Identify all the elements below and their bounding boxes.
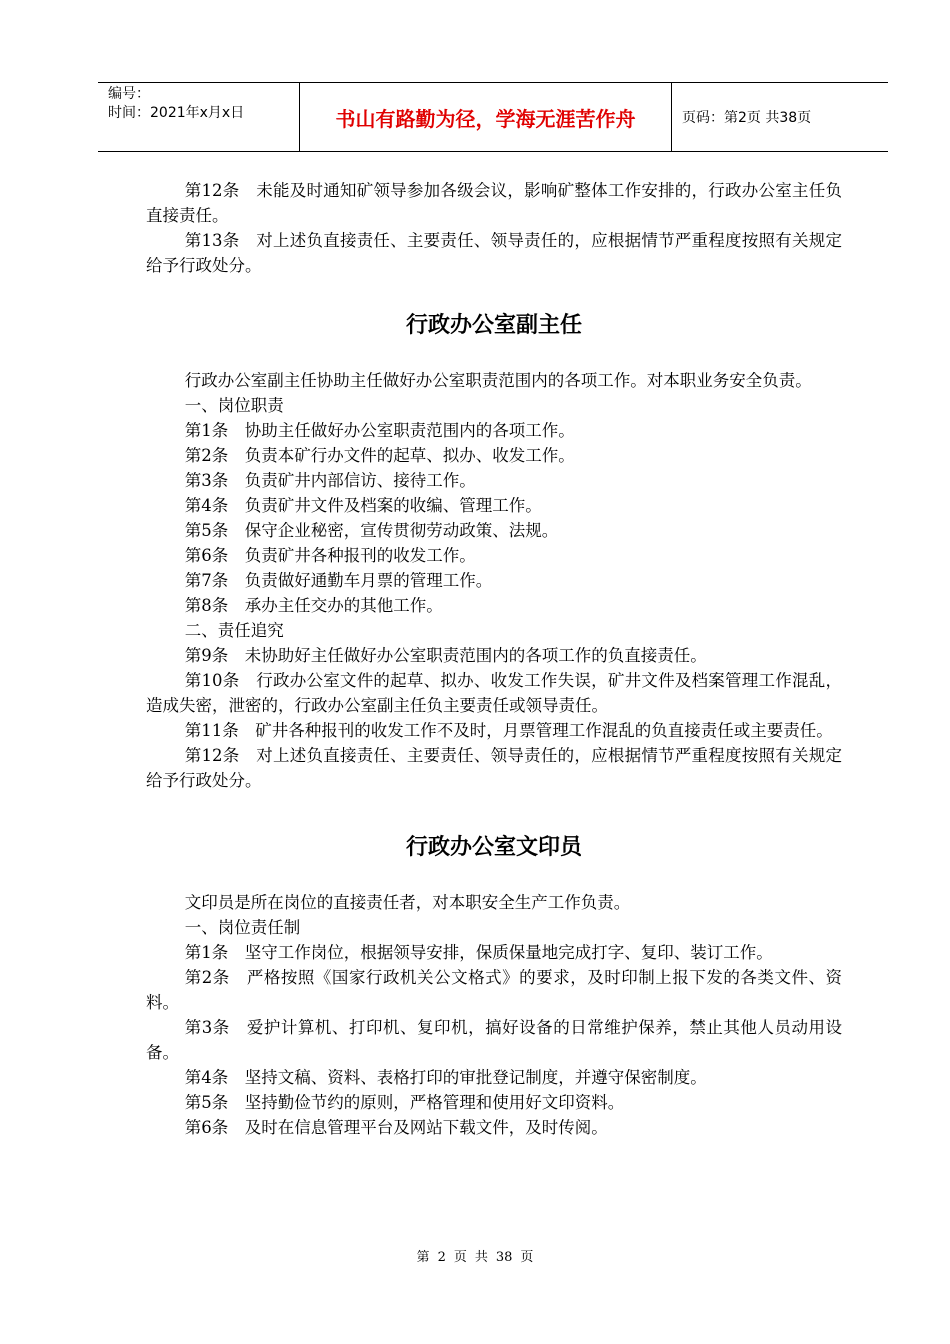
paragraph: 第6条 负责矿井各种报刊的收发工作。 <box>184 546 476 565</box>
header-motto: 书山有路勤为径，学海无涯苦作舟 <box>335 106 636 131</box>
section-title-typist: 行政办公室文印员 <box>405 835 582 860</box>
paragraph: 第2条 严格按照《国家行政机关公文格式》的要求，及时印制上报下发的各类文件、资料。 <box>146 968 842 1012</box>
paragraph: 第12条 对上述负直接责任、主要责任、领导责任的，应根据情节严重程度按照有关规定给予行政处分。 <box>146 746 842 790</box>
paragraph: 第5条 坚持勤俭节约的原则，严格管理和使用好文印资料。 <box>184 1093 625 1112</box>
footer-ye: 页 <box>453 1250 467 1265</box>
section-typist-body <box>146 890 842 1140</box>
paragraph: 第6条 及时在信息管理平台及网站下载文件，及时传阅。 <box>184 1118 608 1137</box>
paragraph: 第4条 坚持文稿、资料、表格打印的审批登记制度，并遵守保密制度。 <box>184 1068 707 1087</box>
paragraph: 第1条 协助主任做好办公室职责范围内的各项工作。 <box>184 421 575 440</box>
footer-total-pages: 38 <box>495 1250 513 1265</box>
paragraph: 第9条 未协助好主任做好办公室职责范围内的各项工作的负直接责任。 <box>184 646 707 665</box>
paragraph: 一、岗位职责 <box>184 396 284 415</box>
section-deputy-body <box>146 368 842 793</box>
paragraph: 一、岗位责任制 <box>184 918 301 937</box>
header-motto-cell <box>300 83 672 151</box>
paragraph: 第1条 坚守工作岗位，根据领导安排，保质保量地完成打字、复印、装订工作。 <box>184 943 773 962</box>
section-title-deputy: 行政办公室副主任 <box>405 313 582 338</box>
paragraph: 第8条 承办主任交办的其他工作。 <box>184 596 443 615</box>
time-label: 时间：2021年x月x日 <box>108 105 245 121</box>
paragraph: 第5条 保守企业秘密，宣传贯彻劳动政策、法规。 <box>184 521 559 540</box>
paragraph: 二、责任追究 <box>184 621 284 640</box>
page-header <box>98 82 888 152</box>
paragraph: 第3条 负责矿井内部信访、接待工作。 <box>184 471 476 490</box>
section-director-tail <box>146 178 842 278</box>
serial-label: 编号： <box>108 86 150 102</box>
footer-di: 第 <box>416 1250 430 1265</box>
paragraph: 第4条 负责矿井文件及档案的收编、管理工作。 <box>184 496 542 515</box>
footer-ye-2: 页 <box>520 1250 534 1265</box>
page-footer <box>0 1246 950 1265</box>
paragraph: 行政办公室副主任协助主任做好办公室职责范围内的各项工作。对本职业务安全负责。 <box>184 371 812 390</box>
paragraph: 第3条 爱护计算机、打印机、复印机，搞好设备的日常维护保养，禁止其他人员动用设备。 <box>146 1018 842 1062</box>
footer-gong: 共 <box>474 1250 488 1265</box>
paragraph: 第11条 矿井各种报刊的收发工作不及时，月票管理工作混乱的负直接责任或主要责任。 <box>184 721 833 740</box>
document-body <box>146 178 842 1140</box>
paragraph: 第12条 未能及时通知矿领导参加各级会议，影响矿整体工作安排的，行政办公室主任负直接责任。 <box>146 181 842 225</box>
header-page-cell <box>672 83 888 151</box>
header-page-info: 页码：第2页 共38页 <box>682 110 812 126</box>
paragraph: 第13条 对上述负直接责任、主要责任、领导责任的，应根据情节严重程度按照有关规定给予行政处分。 <box>146 231 842 275</box>
header-meta-cell <box>98 83 300 151</box>
paragraph: 第2条 负责本矿行办文件的起草、拟办、收发工作。 <box>184 446 575 465</box>
paragraph: 文印员是所在岗位的直接责任者，对本职安全生产工作负责。 <box>184 893 631 912</box>
paragraph: 第10条 行政办公室文件的起草、拟办、收发工作失误，矿井文件及档案管理工作混乱，造成失密，泄密的，行政办公室副主任负主要责任或领导责任。 <box>146 671 842 715</box>
paragraph: 第7条 负责做好通勤车月票的管理工作。 <box>184 571 493 590</box>
footer-page-number: 2 <box>437 1250 446 1265</box>
